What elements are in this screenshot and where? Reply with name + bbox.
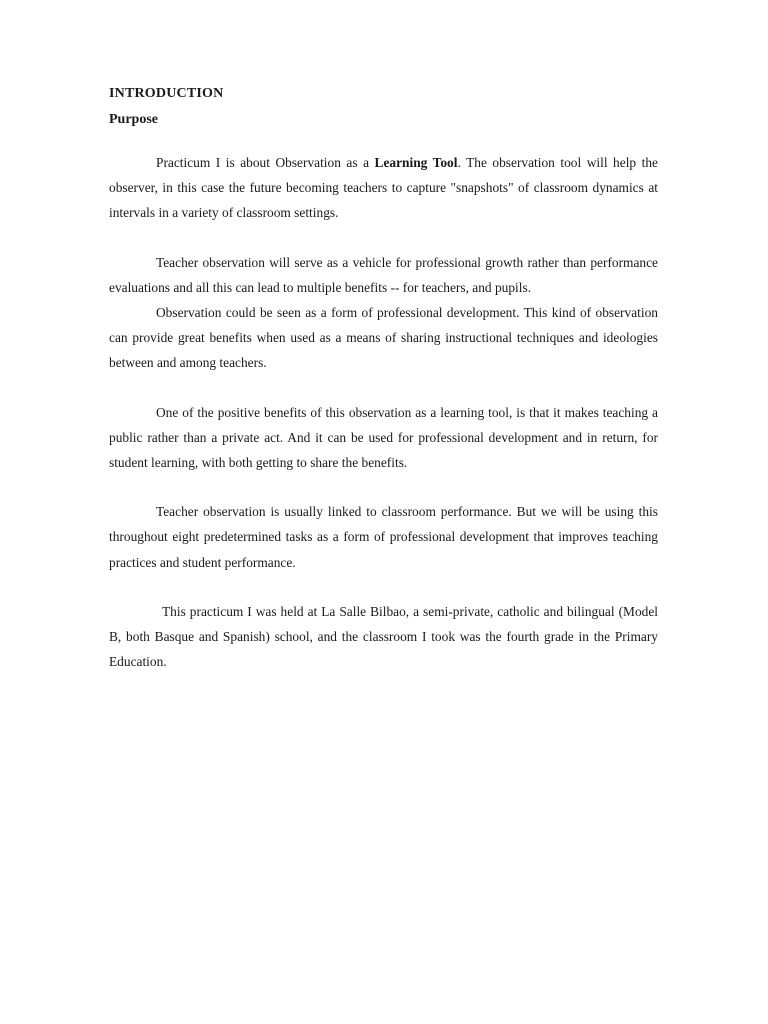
paragraph-1-bold: Learning Tool bbox=[374, 155, 458, 170]
paragraph-2: Teacher observation will serve as a vehicle for professional growth rather than performance evaluations and all this can lead to multiple benefits -- for teachers, and pupils. bbox=[109, 254, 658, 295]
paragraph-1-after: . The observation tool will help the observer, in this case the future becoming teachers to capture "snapshots" of classroom dynamics at intervals in a variety of classroom settings. bbox=[109, 155, 658, 221]
paragraph-6: This practicum I was held at La Salle Bilbao, a semi-private, catholic and bilingual (Model B, both Basque and Spanish) school, and the classroom I took was the fourth grade in the Primary Education. bbox=[109, 603, 658, 670]
section-heading: INTRODUCTION bbox=[109, 86, 224, 101]
section-subheading: Purpose bbox=[109, 112, 158, 127]
paragraph-1-before: Practicum I is about Observation as a bbox=[156, 155, 375, 170]
paragraph-3: Observation could be seen as a form of professional development. This kind of observation can provide great benefits when used as a means of sharing instructional techniques and ideologies between and among teachers. bbox=[109, 305, 658, 371]
paragraph-5: Teacher observation is usually linked to classroom performance. But we will be using this throughout eight predetermined tasks as a form of professional development that improves teaching practices and student performance. bbox=[109, 504, 658, 570]
paragraph-1 bbox=[109, 150, 658, 226]
paragraph-4: One of the positive benefits of this observation as a learning tool, is that it makes teaching a public rather than a private act. And it can be used for professional development and in return, for student learning, with both getting to share the benefits. bbox=[109, 404, 658, 471]
document-body bbox=[109, 84, 658, 674]
